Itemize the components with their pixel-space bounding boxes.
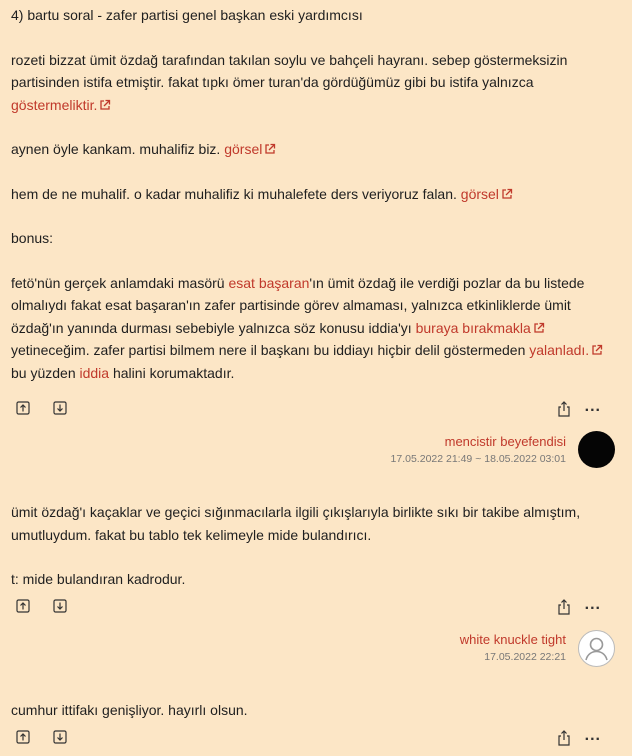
entry-paragraph: cumhur ittifakı genişliyor. hayırlı olsun. [11,702,248,718]
entry-actions [11,398,609,419]
entry-line: 4) bartu soral - zafer partisi genel başkan eski yardımcısı [11,7,363,23]
author-info [460,632,566,663]
share-icon[interactable] [557,599,571,615]
entry-content [11,501,611,591]
author-nick[interactable]: white knuckle tight [459,632,566,647]
entry-content [11,699,611,722]
upvote-icon[interactable] [16,401,32,417]
link-iddia[interactable]: iddia [79,364,110,381]
paragraph-text: halini korumaktadır. [109,364,235,381]
more-icon[interactable]: ... [584,727,601,744]
entry-paragraph: t: mide bulandıran kadrodur. [11,571,186,587]
entry-content [11,4,611,384]
link-buraya-birakmakla[interactable]: buraya bırakmakla [415,319,531,336]
downvote-icon[interactable] [53,401,69,417]
paragraph-text: yetineceğim. zafer partisi bilmem nere il başkanı bu iddiayı hiçbir delil göstermeden [11,342,530,358]
avatar[interactable] [578,431,615,468]
avatar-icon[interactable] [578,630,615,667]
paragraph-text: aynen öyle kankam. muhalifiz biz. [11,141,225,157]
entry-paragraph: bonus: [11,230,54,246]
entry-paragraph [11,49,611,117]
entry-actions [11,727,609,748]
paragraph-text: hem de ne muhalif. o kadar muhalifiz ki muhalefete ders veriyoruz falan. [11,185,461,202]
more-icon[interactable]: ... [584,596,601,613]
paragraph-text: 'ın ümit özdağ ile verdiği pozlar da bu listede olmalıydı fakat esat başaran'ın zafer partisinde görev almaması, yalnızca etkinliklerde ümit özdağ'ın yanında durması sebebiyle yalnızca söz konusu iddia'yı [11,274,585,336]
entry-date[interactable]: 17.05.2022 21:49 ~ 18.05.2022 03:01 [390,453,566,465]
author-info [391,434,566,465]
share-icon[interactable] [557,401,571,417]
upvote-icon[interactable] [16,730,32,746]
external-link-icon [533,322,545,334]
link-esat-basaran[interactable]: esat başaran [228,274,310,291]
entry-date[interactable]: 17.05.2022 22:21 [484,651,566,663]
link-yalanladi[interactable]: yalanladı. [529,342,590,358]
downvote-icon[interactable] [53,599,69,615]
paragraph-text: fetö'nün gerçek anlamdaki masörü [11,274,229,291]
more-icon[interactable]: ... [584,398,601,415]
paragraph-text: rozeti bizzat ümit özdağ tarafından takılan soylu ve bahçeli hayranı. sebep göstermeksizin partisinden istifa etmiştir. fakat tıpkı ömer turan'da gördüğümüz gibi bu istifa yalnızca [11,51,568,90]
entry-paragraph: ümit özdağ'ı kaçaklar ve geçici sığınmacılarla ilgili çıkışlarıyla birlikte sıkı bir takibe almıştım, umutluydum. fakat bu tablo tek kelimeyle mide bulandırıcı. [11,504,581,543]
downvote-icon[interactable] [53,730,69,746]
external-link-icon [264,143,276,155]
entry-paragraph [11,272,611,385]
share-icon[interactable] [557,730,571,746]
external-link-icon [501,188,513,200]
paragraph-text: bu yüzden [11,364,80,381]
link-gorsel[interactable]: görsel [224,141,263,157]
external-link-icon [99,99,111,111]
author-nick[interactable]: mencistir beyefendisi [444,434,566,449]
link-gostermeliktir[interactable]: göstermeliktir. [11,96,98,113]
entry-actions [11,596,609,617]
entry-paragraph [11,183,611,206]
entry-paragraph [11,138,611,161]
upvote-icon[interactable] [16,599,32,615]
link-gorsel[interactable]: görsel [460,185,499,202]
external-link-icon [591,344,603,356]
